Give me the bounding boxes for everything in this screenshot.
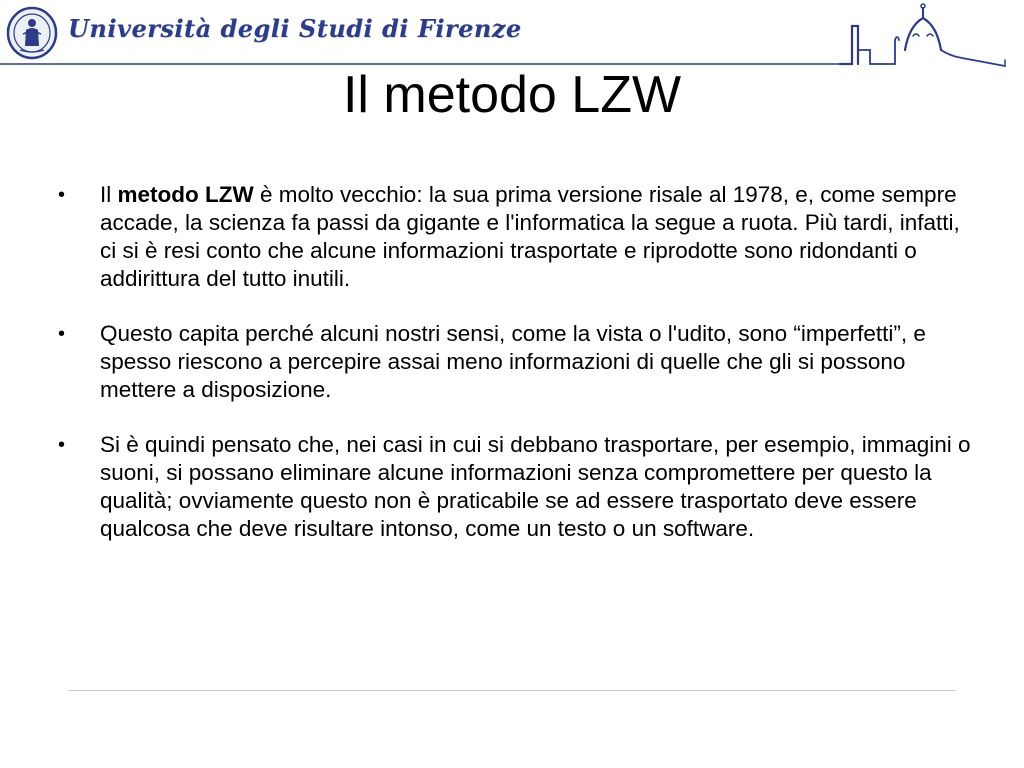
slide-header — [0, 0, 1024, 72]
university-name: Università degli Studi di Firenze — [68, 14, 522, 43]
bullet-text: Questo capita perché alcuni nostri sensi, come la vista o l'udito, sono “imperfetti”, e spesso riescono a percepire assai meno informazioni di quelle che gli si possono mettere a disposizione. — [100, 321, 926, 402]
bullet-icon: • — [58, 434, 66, 456]
bullet-item — [58, 431, 980, 543]
bullet-list — [58, 181, 980, 570]
bullet-text: Si è quindi pensato che, nei casi in cui si debbano trasportare, per esempio, immagini o suoni, si possano eliminare alcune informazioni senza compromettere per questo la qualità; ovviamente questo non è praticabile se ad essere trasportato deve essere qualcosa che deve risultare intonso, come un testo o un software. — [100, 432, 971, 541]
bullet-bold-term: metodo LZW — [117, 182, 254, 207]
footer-divider — [68, 690, 956, 691]
bullet-text: è molto vecchio: la sua prima versione risale al 1978, e, come sempre accade, la scienza fa passi da gigante e l'informatica la segue a ruota. Più tardi, infatti, ci si è resi conto che alcune informazioni trasportate e riprodotte sono ridondanti o addirittura del tutto inutili. — [100, 182, 960, 291]
bullet-item — [58, 181, 980, 293]
bullet-item — [58, 320, 980, 404]
florence-skyline-decoration — [0, 0, 1024, 72]
slide-title: Il metodo LZW — [342, 66, 682, 124]
bullet-icon: • — [58, 323, 66, 345]
bullet-icon: • — [58, 184, 66, 206]
bullet-text-prefix: Il — [100, 182, 118, 207]
